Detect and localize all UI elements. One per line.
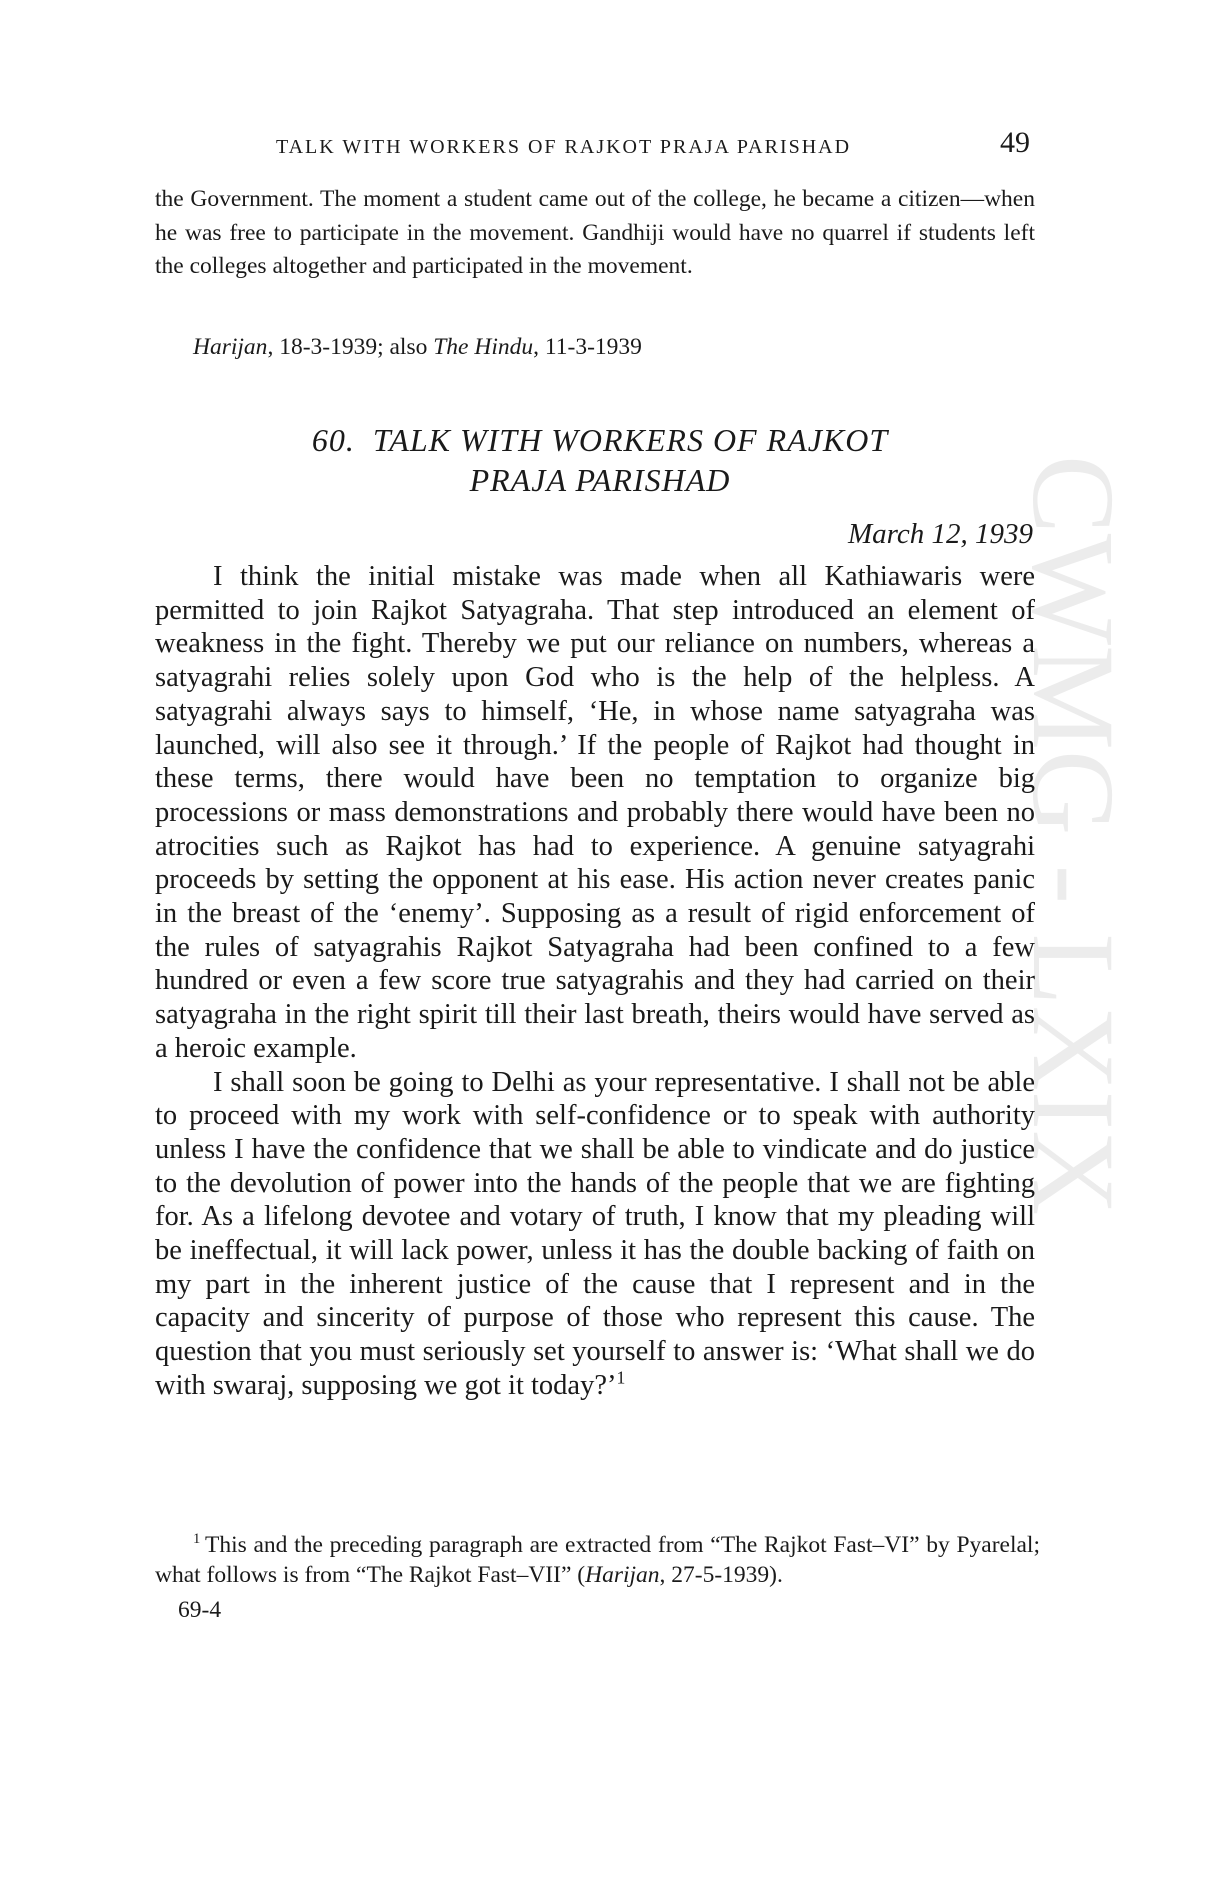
printer-signature: 69-4	[178, 1597, 222, 1623]
item-title-line-2: PRAJA PARISHAD	[469, 462, 731, 498]
footnote	[155, 1530, 1040, 1590]
footnote-text-after: , 27-5-1939).	[659, 1562, 783, 1588]
item-date: March 12, 1939	[848, 518, 1033, 550]
footnote-publication: Harijan	[585, 1562, 660, 1588]
continued-paragraph: the Government. The moment a student came out of the college, he became a citizen—when he was free to participate in the movement. Gandhiji would have no quarrel if students left the colleges altogether and participated in the movement.	[155, 186, 1035, 279]
source-date-2: , 11-3-1939	[533, 334, 642, 360]
source-publication-1: Harijan	[193, 334, 268, 360]
footnote-reference: 1	[616, 1367, 626, 1388]
running-head: TALK WITH WORKERS OF RAJKOT PRAJA PARISHAD	[276, 136, 852, 158]
item-number: 60.	[311, 422, 355, 458]
body-paragraph-2-text: I shall soon be going to Delhi as your representative. I shall not be able to proceed with my work with self-confidence or to speak with authority unless I have the confidence that we shall be able to vindicate and do justice to the devolution of power into the hands of the people that we are fighting for. As a lifelong devotee and votary of truth, I know that my pleading will be ineffectual, it will lack power, unless it has the double backing of faith on my part in the inherent justice of the cause that I represent and in the capacity and sincerity of purpose of those who represent this cause. The question that you must seriously set yourself to answer is: ‘What shall we do with swaraj, supposing we got it today?’	[155, 1066, 1035, 1401]
body-paragraph-1: I think the initial mistake was made when all Kathiawaris were permitted to join Rajkot Satyagraha. That step introduced an element of weakness in the fight. Thereby we put our reliance on numbers, whereas a satyagrahi relies solely upon God who is the help of the helpless. A satyagrahi always says to himself, ‘He, in whose name satyagraha was launched, will also see it through.’ If the people of Rajkot had thought in these terms, there would have been no temptation to organize big processions or mass demonstrations and probably there would have been no atrocities such as Rajkot has had to experience. A genuine satyagrahi proceeds by setting the opponent at his ease. His action never creates panic in the breast of the ‘enemy’. Supposing as a result of rigid enforcement of the rules of satyagrahis Rajkot Satyagraha had been confined to a few hundred or even a few score true satyagrahis and they had carried on their satyagraha in the right spirit till their last breath, theirs would have served as a heroic example.	[155, 561, 1035, 1064]
item-title-line-1: TALK WITH WORKERS OF RAJKOT	[372, 422, 889, 458]
footnote-mark: 1	[193, 1531, 201, 1548]
source-citation	[193, 334, 642, 361]
item-title	[150, 420, 1050, 500]
source-date-1: , 18-3-1939; also	[267, 334, 434, 360]
watermark: CWMG - LXIX	[1008, 455, 1139, 1216]
source-publication-2: The Hindu	[433, 334, 534, 360]
footnote-text-before: This and the preceding paragraph are extracted from “The Rajkot Fast–VI” by Pyarelal; what follows is from “The Rajkot Fast–VII” (	[155, 1532, 1040, 1588]
body-paragraph-2	[155, 1066, 1035, 1403]
item-body	[155, 560, 1035, 1403]
page-number: 49	[1000, 126, 1030, 159]
